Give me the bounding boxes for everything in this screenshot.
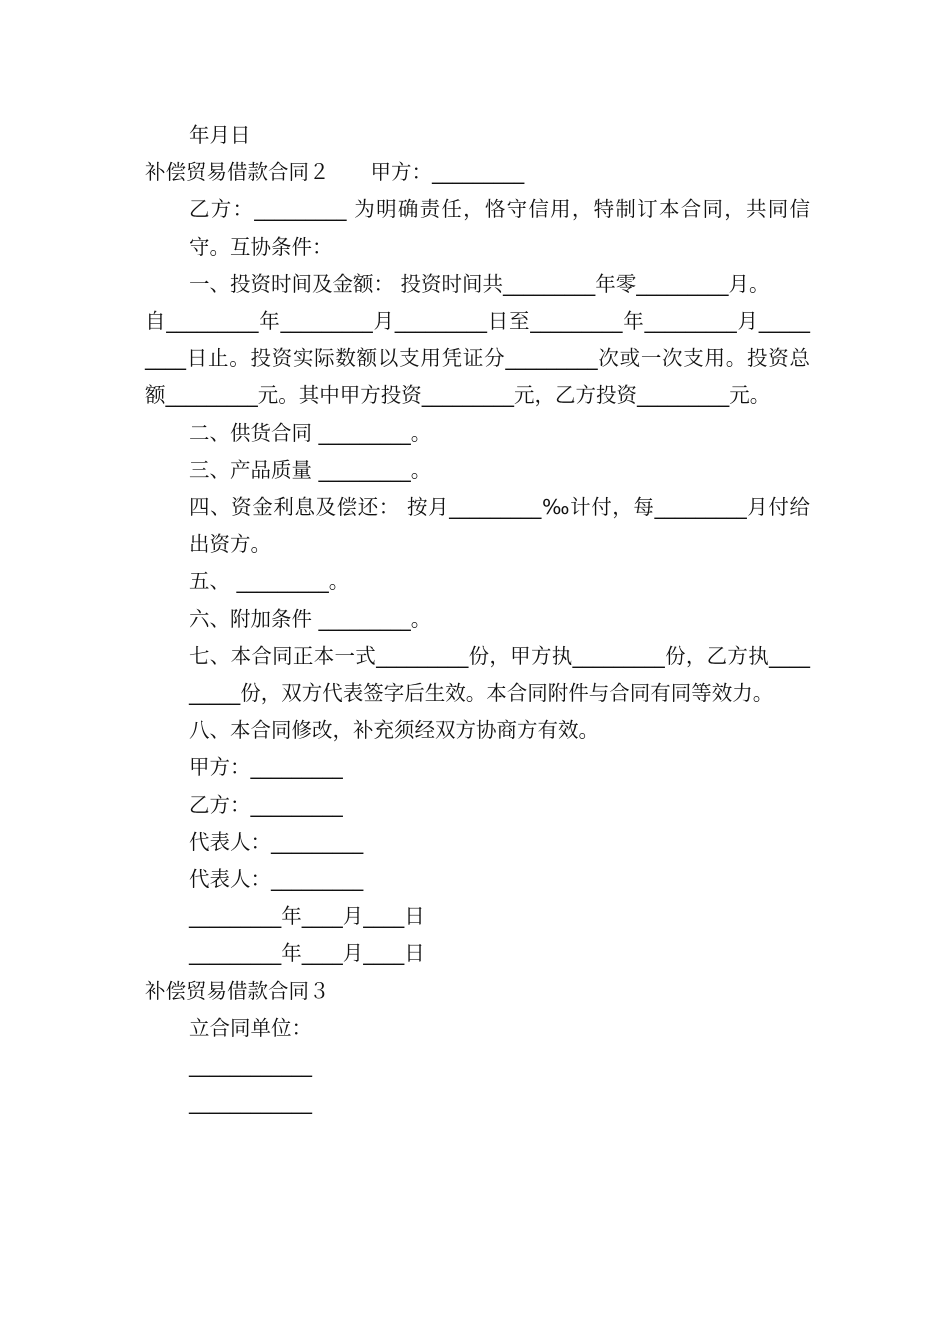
contracting-units-label: 立合同单位：	[189, 1015, 312, 1040]
clause-2: 二、供货合同 _________。	[189, 420, 432, 445]
contracting-unit-blank-1: ____________	[189, 1053, 312, 1078]
signature-date-a: _________年____月____日	[189, 904, 425, 929]
signature-party-b: 乙方：_________	[189, 792, 343, 817]
contract-body	[145, 117, 810, 1121]
signature-representative-a: 代表人：_________	[189, 829, 364, 854]
clause-1-heading: 一、投资时间及金额： 投资时间共_________年零_________月。	[189, 271, 770, 296]
clause-8: 八、本合同修改，补充须经双方协商方有效。	[189, 718, 599, 743]
date-line: 年月日	[189, 123, 251, 147]
clause-6: 六、附加条件 _________。	[189, 606, 432, 631]
signature-party-a: 甲方：_________	[189, 755, 343, 780]
signature-representative-b: 代表人：_________	[189, 867, 364, 892]
clause-5: 五、 _________。	[189, 569, 350, 594]
clause-3: 三、产品质量 _________。	[189, 457, 432, 482]
clause-1-body: 自_________年_________月_________日至_________年_________月_________日止。投资实际数额以支用凭证分_________次或一次支用。投资总额_________元。其中甲方投资_________元，乙方投资_________元。	[145, 309, 810, 408]
party-b-preamble: 乙方：_________ 为明确责任，恪守信用，特制订本合同，共同信守。互协条件：	[189, 197, 810, 259]
contracting-unit-blank-2: ____________	[189, 1090, 312, 1115]
clause-4: 四、资金利息及偿还： 按月_________‰计付，每_________月付给出资方。	[189, 495, 810, 557]
contract-2-title: 补偿贸易借款合同２ 甲方：_________	[145, 160, 525, 185]
signature-date-b: _________年____月____日	[189, 941, 425, 966]
contract-3-title: 补偿贸易借款合同３	[145, 978, 330, 1003]
clause-7: 七、本合同正本一式_________份，甲方执_________份，乙方执_________份，双方代表签字后生效。本合同附件与合同有同等效力。	[189, 643, 810, 706]
